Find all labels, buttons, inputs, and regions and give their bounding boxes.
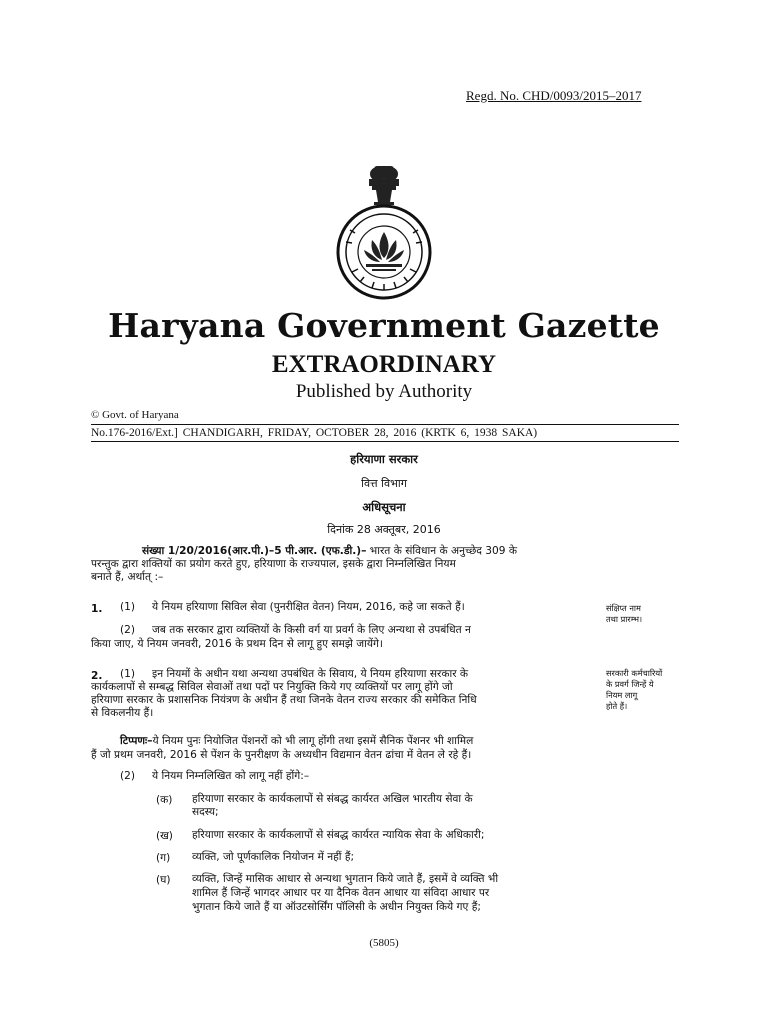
rule-2-sub-1-number: (1)	[120, 668, 136, 680]
notification-heading: अधिसूचना	[362, 500, 406, 514]
bottom-divider	[91, 441, 679, 442]
rule-2-note-line-2: हैं जो प्रथम जनवरी, 2016 से पेंशन के पुनरीक्षण के अध्यधीन विद्यमान वेतन ढांचा में वेतन ले रहे हैं।	[91, 749, 472, 761]
notification-number: संख्या 1/20/2016(आर.पी.)–5 पी.आर. (एफ.डी.)–	[142, 545, 367, 557]
rule-2-line-2: कार्यकलापों से सम्बद्ध सिविल सेवाओं तथा पदों पर नियुक्ति किये गए व्यक्तियों पर लागू होंगे जो	[91, 681, 453, 693]
rule-2-line-1: इन नियमों के अधीन यथा अन्यथा उपबंधित के सिवाय, ये नियम हरियाणा सरकार के	[152, 668, 469, 680]
rule-2-marginal-note-1: सरकारी कर्मचारियों	[606, 668, 663, 678]
gazette-title: Haryana Government Gazette	[108, 306, 660, 345]
rule-1-sub-1-text: ये नियम हरियाणा सिविल सेवा (पुनरीक्षित वेतन) नियम, 2016, कहे जा सकते हैं।	[152, 601, 465, 613]
item-ka-label: (क)	[156, 794, 173, 806]
notification-date: दिनांक 28 अक्तूबर, 2016	[327, 523, 441, 536]
item-ka-line-2: सदस्य;	[192, 806, 219, 818]
note-text: ये नियम पुनः नियोजित पेंशनरों को भी लागू होंगी तथा इसमें सैनिक पेंशनर भी शामिल	[152, 735, 474, 747]
copyright-line: © Govt. of Haryana	[91, 409, 179, 421]
published-by-authority: Published by Authority	[295, 381, 473, 402]
item-gha-line-2: शामिल हैं जिन्हें भागदर आधार पर या दैनिक वेतन आधार या संविदा आधार पर	[192, 887, 490, 899]
registration-number: Regd. No. CHD/0093/2015–2017	[466, 88, 642, 103]
rule-2-line-4: से विकलनीय हैं।	[91, 707, 154, 719]
item-gha-line-3: भुगतान किये जाते हैं या ऑउटसोर्सिंग पॉलिसी के अधीन नियुक्त किये गए हैं;	[192, 901, 481, 913]
intro-text: भारत के संविधान के अनुच्छेद 309 के	[366, 545, 518, 557]
government-heading: हरियाणा सरकार	[350, 452, 418, 466]
rule-2-sub-2-text: ये नियम निम्नलिखित को लागू नहीं होंगे:–	[152, 770, 310, 782]
intro-line-3: बनाते हैं, अर्थात् :–	[91, 571, 164, 583]
top-divider	[91, 424, 679, 425]
rule-1-sub-2-line-2: किया जाए, ये नियम जनवरी, 2016 के प्रथम दिन से लागू हुए समझे जायेंगे।	[91, 638, 383, 650]
intro-line-2: परन्तुक द्वारा शक्तियों का प्रयोग करते हुए, हरियाणा के राज्यपाल, इसके द्वारा निम्नलिखित नियम	[91, 558, 456, 570]
rule-2-number: 2.	[91, 670, 103, 682]
emblem-icon	[328, 160, 440, 310]
extraordinary-heading: EXTRAORDINARY	[271, 351, 497, 378]
item-ga-label: (ग)	[156, 852, 171, 864]
note-label: टिप्पणः–	[120, 735, 153, 747]
rule-1-sub-2-number: (2)	[120, 624, 136, 636]
item-kha-line-1: हरियाणा सरकार के कार्यकलापों से संबद्ध कार्यरत न्यायिक सेवा के अधिकारी;	[192, 829, 485, 841]
item-gha-line-1: व्यक्ति, जिन्हें मासिक आधार से अन्यथा भुगतान किये जाते हैं, इसमें वे व्यक्ति भी	[192, 873, 499, 885]
department-heading: वित्त विभाग	[361, 477, 407, 490]
haryana-emblem-seal	[328, 160, 440, 310]
rule-1-marginal-note-2: तथा प्रारम्भ।	[606, 614, 643, 624]
item-gha-label: (घ)	[156, 874, 171, 886]
rule-1-number: 1.	[91, 603, 103, 615]
issue-dateline: No.176-2016/Ext.] CHANDIGARH, FRIDAY, OCTOBER 28, 2016 (KRTK 6, 1938 SAKA)	[91, 427, 538, 439]
rule-1-marginal-note-1: संक्षिप्त नाम	[606, 603, 641, 613]
intro-line-1	[142, 545, 594, 558]
rule-1-sub-2-line-1: जब तक सरकार द्वारा व्यक्तियों के किसी वर्ग या प्रवर्ग के लिए अन्यथा से उपबंधित न	[152, 624, 471, 636]
rule-2-marginal-note-2: के प्रवर्ग जिन्हें ये	[606, 679, 654, 689]
item-ka-line-1: हरियाणा सरकार के कार्यकलापों से संबद्ध कार्यरत अखिल भारतीय सेवा के	[192, 793, 473, 805]
page-number: (5805)	[369, 937, 399, 949]
rule-2-sub-2-number: (2)	[120, 770, 136, 782]
rule-2-marginal-note-3: नियम लागू	[606, 690, 638, 700]
item-ga-line-1: व्यक्ति, जो पूर्णकालिक नियोजन में नहीं हैं;	[192, 851, 355, 863]
rule-2-note-line-1	[120, 735, 594, 748]
rule-2-marginal-note-4: होते हैं।	[606, 701, 628, 711]
rule-1-sub-1-number: (1)	[120, 601, 136, 613]
rule-2-line-3: हरियाणा सरकार के प्रशासनिक नियंत्रण के अधीन हैं तथा जिनके वेतन राज्य सरकार की समेकित निधि	[91, 694, 477, 706]
item-kha-label: (ख)	[156, 830, 173, 842]
